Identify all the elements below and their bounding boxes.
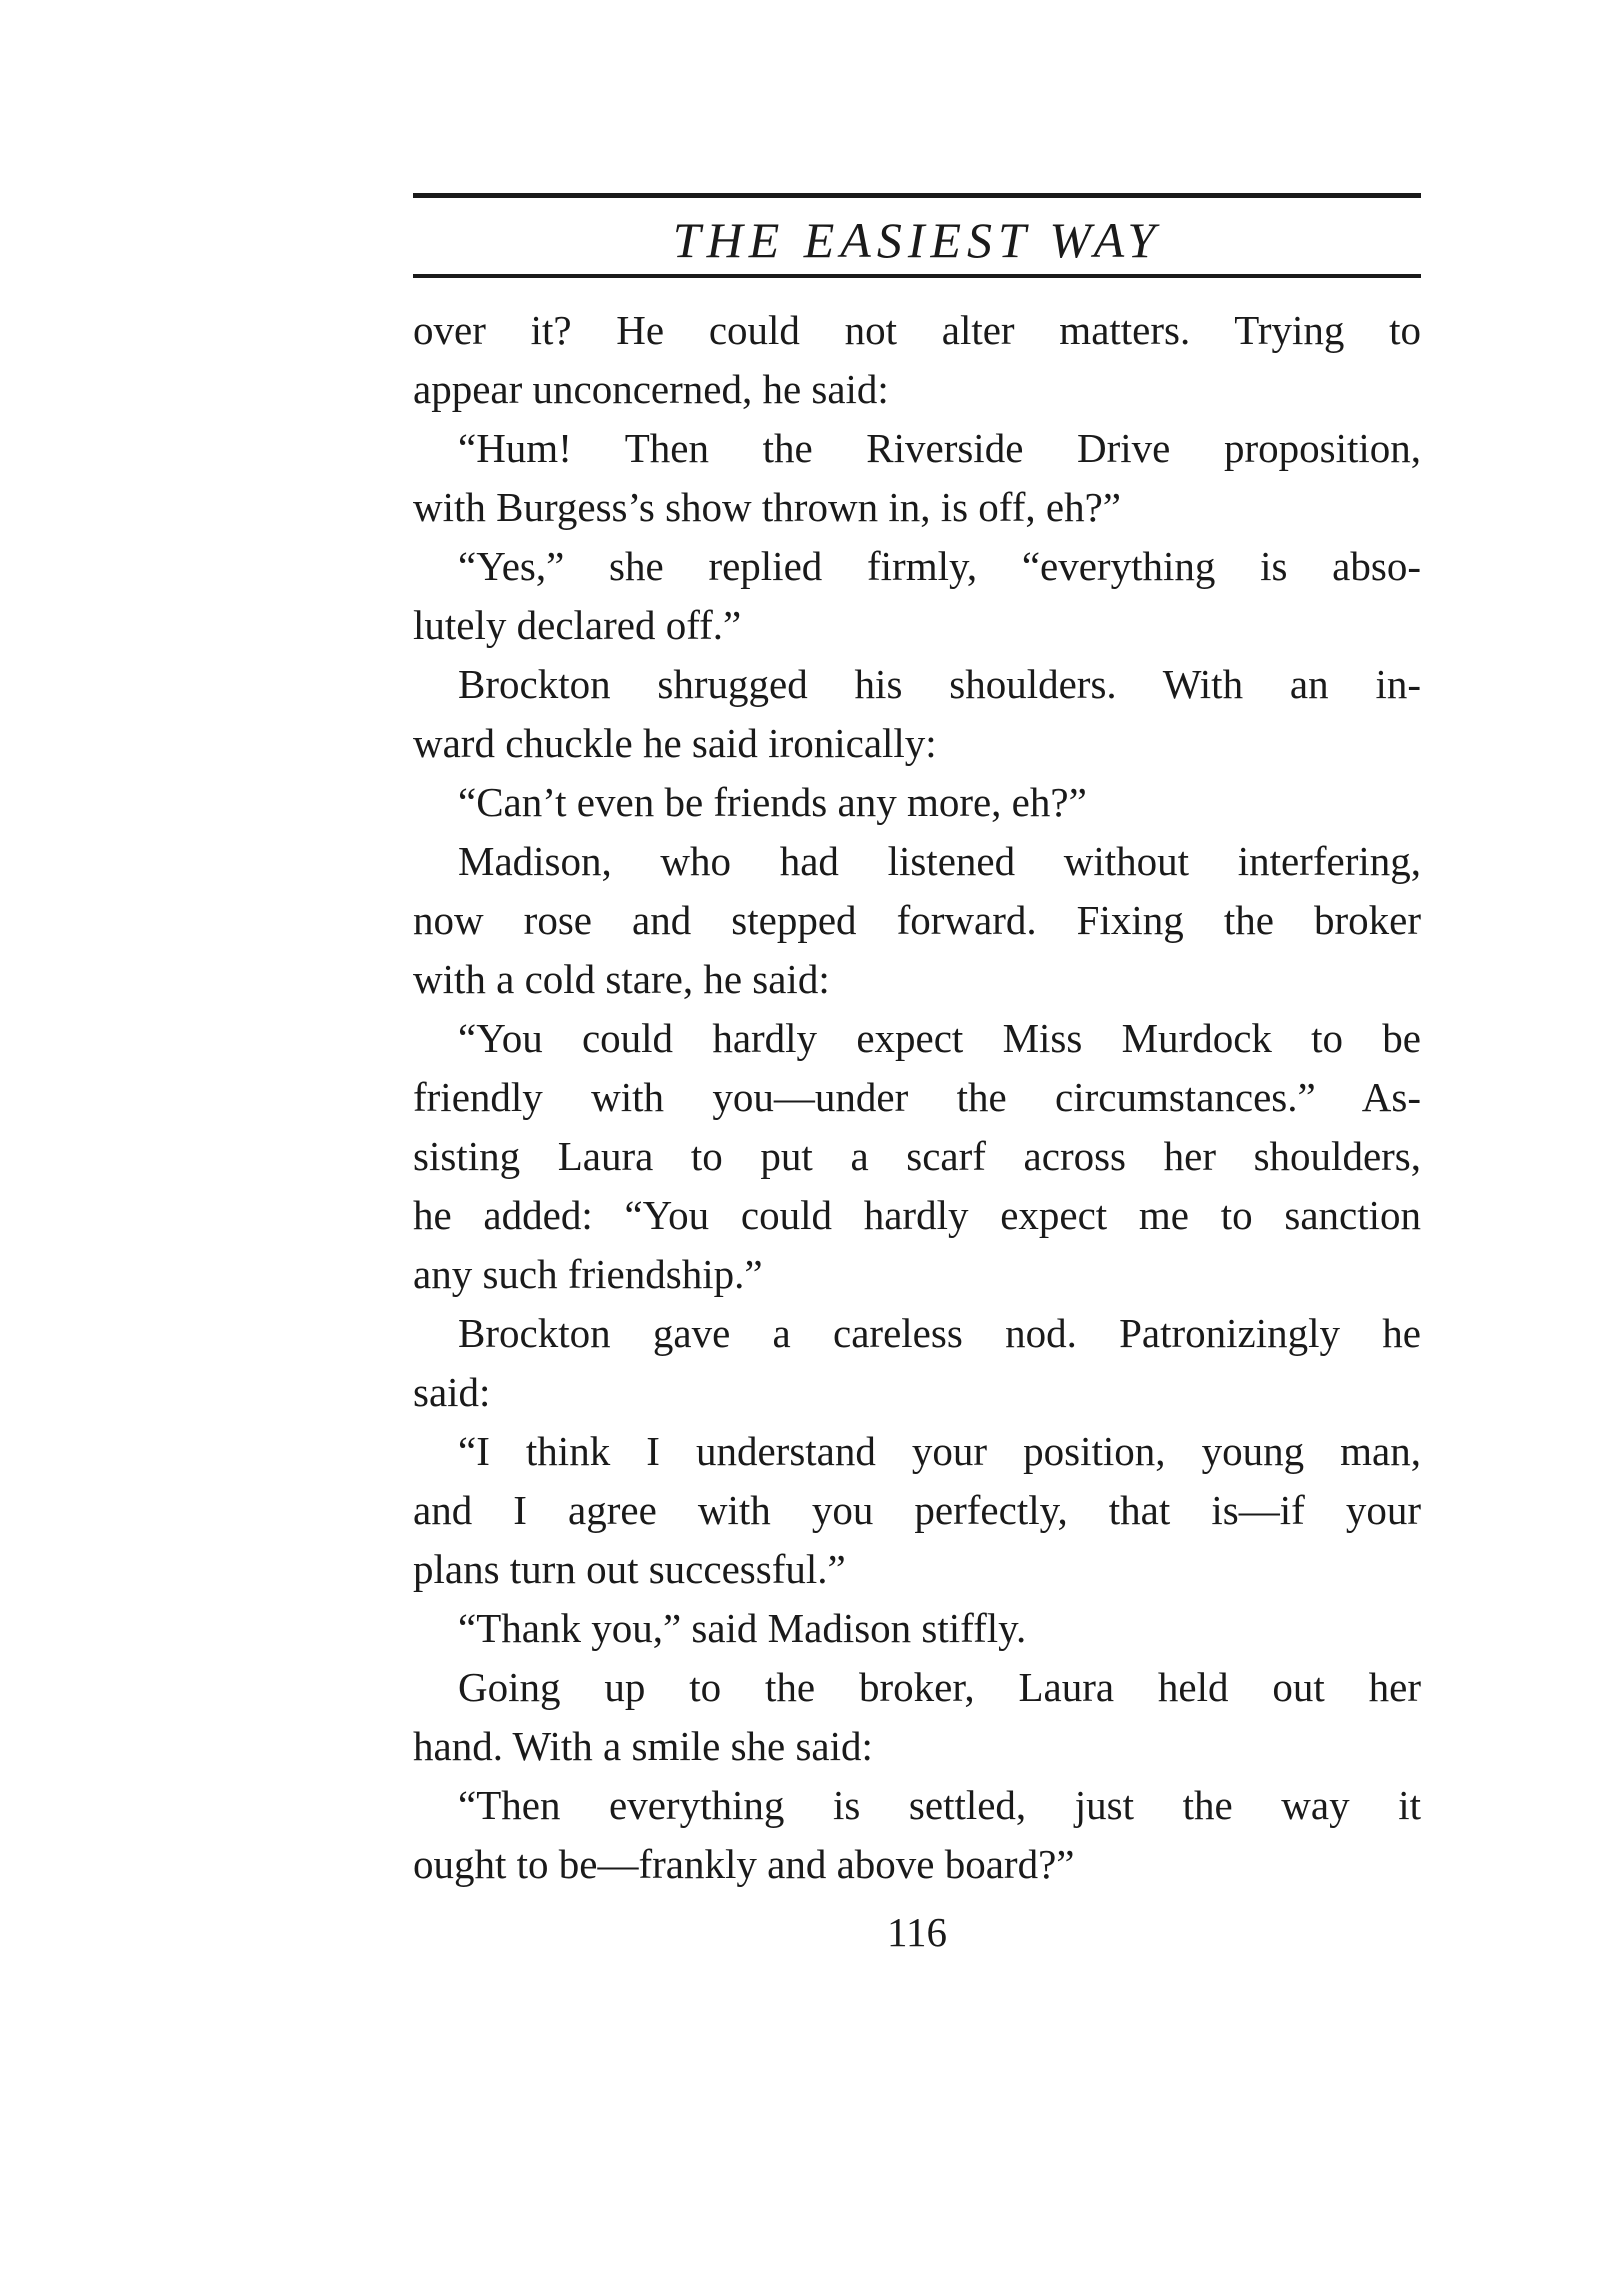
text-line: friendly with you—under the circumstances.” As- bbox=[413, 1074, 1421, 1120]
text-line: lutely declared off.” bbox=[413, 602, 742, 648]
text-line: “Hum! Then the Riverside Drive proposition, bbox=[458, 425, 1421, 471]
text-line: over it? He could not alter matters. Trying to bbox=[413, 307, 1421, 353]
text-line: plans turn out successful.” bbox=[413, 1546, 846, 1592]
text-line: “Can’t even be friends any more, eh?” bbox=[458, 779, 1087, 825]
running-head: THE EASIEST WAY bbox=[672, 212, 1162, 268]
text-line: “Thank you,” said Madison stiffly. bbox=[458, 1605, 1027, 1651]
text-line: sisting Laura to put a scarf across her shoulders, bbox=[413, 1133, 1421, 1179]
page-number: 116 bbox=[887, 1909, 947, 1955]
text-line: appear unconcerned, he said: bbox=[413, 366, 889, 412]
header-rule-bottom bbox=[413, 274, 1421, 278]
text-line: ought to be—frankly and above board?” bbox=[413, 1841, 1075, 1887]
text-line: Madison, who had listened without interfering, bbox=[458, 838, 1421, 884]
header-rule-top bbox=[413, 193, 1421, 198]
text-line: with Burgess’s show thrown in, is off, eh?” bbox=[413, 484, 1121, 530]
text-line: “Then everything is settled, just the way it bbox=[458, 1782, 1421, 1828]
text-line: ward chuckle he said ironically: bbox=[413, 720, 937, 766]
text-line: he added: “You could hardly expect me to sanction bbox=[413, 1192, 1421, 1238]
text-line: “You could hardly expect Miss Murdock to be bbox=[458, 1015, 1421, 1061]
text-line: “Yes,” she replied firmly, “everything is abso- bbox=[458, 543, 1421, 589]
text-line: Brockton shrugged his shoulders. With an in- bbox=[458, 661, 1421, 707]
text-line: any such friendship.” bbox=[413, 1251, 763, 1297]
text-line: with a cold stare, he said: bbox=[413, 956, 830, 1002]
text-line: Brockton gave a careless nod. Patronizingly he bbox=[458, 1310, 1421, 1356]
text-line: now rose and stepped forward. Fixing the broker bbox=[413, 897, 1421, 943]
text-line: “I think I understand your position, young man, bbox=[458, 1428, 1421, 1474]
text-line: said: bbox=[413, 1369, 491, 1415]
body-text bbox=[413, 301, 1421, 1894]
text-line: hand. With a smile she said: bbox=[413, 1723, 873, 1769]
text-line: and I agree with you perfectly, that is—if your bbox=[413, 1487, 1421, 1533]
text-line: Going up to the broker, Laura held out her bbox=[458, 1664, 1421, 1710]
